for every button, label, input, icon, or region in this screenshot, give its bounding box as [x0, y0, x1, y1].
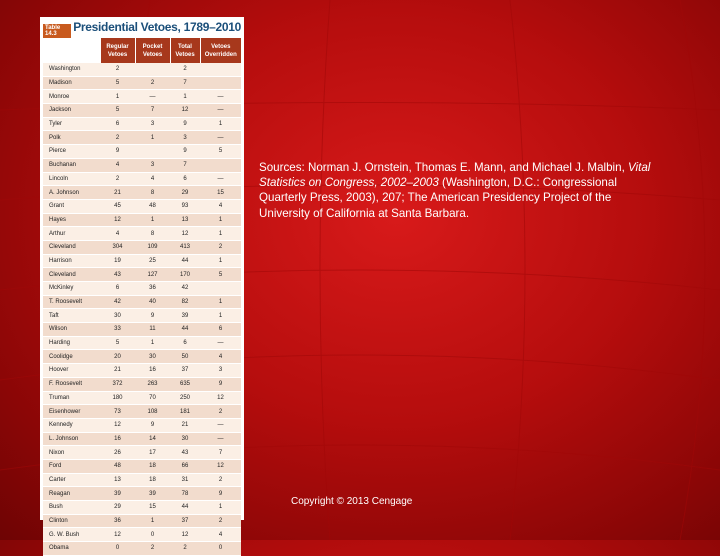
header-total-vetoes: Total Vetoes: [170, 38, 200, 63]
cell-total-vetoes: 1: [170, 90, 200, 104]
table-row: [43, 309, 241, 323]
cell-vetoes-overridden: 2: [200, 473, 241, 487]
cell-president: Cleveland: [43, 240, 100, 254]
cell-president: Polk: [43, 131, 100, 145]
cell-pocket-vetoes: 18: [135, 459, 170, 473]
cell-president: Truman: [43, 391, 100, 405]
cell-vetoes-overridden: 12: [200, 391, 241, 405]
cell-pocket-vetoes: 3: [135, 158, 170, 172]
cell-president: T. Roosevelt: [43, 295, 100, 309]
cell-total-vetoes: 2: [170, 63, 200, 76]
cell-regular-vetoes: 21: [100, 364, 135, 378]
cell-regular-vetoes: 6: [100, 282, 135, 296]
cell-regular-vetoes: 16: [100, 432, 135, 446]
cell-regular-vetoes: 12: [100, 213, 135, 227]
cell-pocket-vetoes: 0: [135, 528, 170, 542]
table-caption: [43, 20, 241, 36]
cell-pocket-vetoes: 2: [135, 76, 170, 90]
cell-president: Harrison: [43, 254, 100, 268]
cell-vetoes-overridden: —: [200, 418, 241, 432]
cell-total-vetoes: 635: [170, 377, 200, 391]
cell-vetoes-overridden: 5: [200, 145, 241, 159]
cell-pocket-vetoes: 1: [135, 336, 170, 350]
cell-regular-vetoes: 2: [100, 172, 135, 186]
cell-regular-vetoes: 21: [100, 186, 135, 200]
cell-regular-vetoes: 4: [100, 158, 135, 172]
sources-note: [259, 160, 659, 221]
cell-pocket-vetoes: [135, 63, 170, 76]
cell-vetoes-overridden: 2: [200, 514, 241, 528]
cell-total-vetoes: 170: [170, 268, 200, 282]
cell-pocket-vetoes: 25: [135, 254, 170, 268]
cell-president: A. Johnson: [43, 186, 100, 200]
cell-vetoes-overridden: [200, 282, 241, 296]
cell-total-vetoes: 31: [170, 473, 200, 487]
cell-vetoes-overridden: 12: [200, 459, 241, 473]
cell-total-vetoes: 2: [170, 542, 200, 556]
cell-president: Coolidge: [43, 350, 100, 364]
cell-total-vetoes: 21: [170, 418, 200, 432]
table-row: [43, 254, 241, 268]
cell-pocket-vetoes: 1: [135, 514, 170, 528]
table-row: [43, 364, 241, 378]
cell-total-vetoes: 6: [170, 336, 200, 350]
cell-pocket-vetoes: 2: [135, 542, 170, 556]
cell-regular-vetoes: 1: [100, 90, 135, 104]
table-row: [43, 432, 241, 446]
cell-vetoes-overridden: 9: [200, 377, 241, 391]
cell-regular-vetoes: 33: [100, 323, 135, 337]
cell-regular-vetoes: 48: [100, 459, 135, 473]
header-vetoes-overridden: Vetoes Overridden: [200, 38, 241, 63]
table-row: [43, 350, 241, 364]
cell-vetoes-overridden: —: [200, 131, 241, 145]
cell-president: Jackson: [43, 104, 100, 118]
cell-vetoes-overridden: 15: [200, 186, 241, 200]
cell-president: Madison: [43, 76, 100, 90]
cell-president: Lincoln: [43, 172, 100, 186]
cell-total-vetoes: 43: [170, 446, 200, 460]
cell-regular-vetoes: 12: [100, 528, 135, 542]
cell-president: Obama: [43, 542, 100, 556]
cell-total-vetoes: 181: [170, 405, 200, 419]
table-row: [43, 240, 241, 254]
cell-regular-vetoes: 5: [100, 336, 135, 350]
cell-regular-vetoes: 180: [100, 391, 135, 405]
cell-total-vetoes: 413: [170, 240, 200, 254]
cell-vetoes-overridden: 5: [200, 268, 241, 282]
cell-pocket-vetoes: 1: [135, 131, 170, 145]
cell-pocket-vetoes: 9: [135, 309, 170, 323]
cell-vetoes-overridden: —: [200, 104, 241, 118]
cell-regular-vetoes: 0: [100, 542, 135, 556]
cell-president: Carter: [43, 473, 100, 487]
table-row: [43, 501, 241, 515]
cell-president: Ford: [43, 459, 100, 473]
header-president: [43, 38, 100, 63]
cell-total-vetoes: 30: [170, 432, 200, 446]
cell-president: F. Roosevelt: [43, 377, 100, 391]
cell-regular-vetoes: 42: [100, 295, 135, 309]
cell-pocket-vetoes: 15: [135, 501, 170, 515]
table-title: Presidential Vetoes, 1789–2010: [73, 20, 241, 34]
table-row: [43, 295, 241, 309]
cell-total-vetoes: 82: [170, 295, 200, 309]
table-row: [43, 90, 241, 104]
cell-total-vetoes: 93: [170, 199, 200, 213]
cell-vetoes-overridden: 1: [200, 309, 241, 323]
cell-president: Bush: [43, 501, 100, 515]
cell-regular-vetoes: 29: [100, 501, 135, 515]
table-row: [43, 391, 241, 405]
cell-total-vetoes: 12: [170, 104, 200, 118]
cell-total-vetoes: 7: [170, 158, 200, 172]
cell-president: Cleveland: [43, 268, 100, 282]
table-row: [43, 405, 241, 419]
table-row: [43, 213, 241, 227]
table-row: [43, 268, 241, 282]
cell-pocket-vetoes: 14: [135, 432, 170, 446]
table-row: [43, 131, 241, 145]
cell-pocket-vetoes: 16: [135, 364, 170, 378]
table-number: Table 14.3: [43, 24, 71, 38]
cell-pocket-vetoes: 36: [135, 282, 170, 296]
cell-total-vetoes: 78: [170, 487, 200, 501]
veto-table-card: [40, 17, 244, 552]
cell-total-vetoes: 6: [170, 172, 200, 186]
cell-pocket-vetoes: 8: [135, 227, 170, 241]
cell-president: L. Johnson: [43, 432, 100, 446]
cell-vetoes-overridden: [200, 63, 241, 76]
cell-regular-vetoes: 5: [100, 76, 135, 90]
header-pocket-vetoes: Pocket Vetoes: [135, 38, 170, 63]
cell-regular-vetoes: 9: [100, 145, 135, 159]
cell-regular-vetoes: 4: [100, 227, 135, 241]
cell-total-vetoes: 37: [170, 514, 200, 528]
cell-regular-vetoes: 45: [100, 199, 135, 213]
cell-vetoes-overridden: 2: [200, 405, 241, 419]
cell-pocket-vetoes: 39: [135, 487, 170, 501]
cell-vetoes-overridden: 9: [200, 487, 241, 501]
cell-total-vetoes: 9: [170, 145, 200, 159]
cell-president: Washington: [43, 63, 100, 76]
cell-pocket-vetoes: 108: [135, 405, 170, 419]
cell-regular-vetoes: 13: [100, 473, 135, 487]
cell-vetoes-overridden: 0: [200, 542, 241, 556]
cell-pocket-vetoes: 18: [135, 473, 170, 487]
cell-vetoes-overridden: —: [200, 90, 241, 104]
cell-president: Harding: [43, 336, 100, 350]
cell-president: Nixon: [43, 446, 100, 460]
cell-vetoes-overridden: 3: [200, 364, 241, 378]
cell-president: Hoover: [43, 364, 100, 378]
cell-regular-vetoes: 12: [100, 418, 135, 432]
table-row: [43, 76, 241, 90]
cell-total-vetoes: 250: [170, 391, 200, 405]
cell-regular-vetoes: 43: [100, 268, 135, 282]
cell-total-vetoes: 9: [170, 117, 200, 131]
cell-president: G. W. Bush: [43, 528, 100, 542]
sources-text-suffix: (Washington, D.C.: Congressional Quarterly Press, 2003), 207; The American Presidency Project of the University of California at Santa Barbara.: [259, 176, 617, 220]
cell-pocket-vetoes: 40: [135, 295, 170, 309]
cell-vetoes-overridden: [200, 158, 241, 172]
cell-vetoes-overridden: 4: [200, 199, 241, 213]
cell-vetoes-overridden: 1: [200, 501, 241, 515]
cell-regular-vetoes: 372: [100, 377, 135, 391]
table-row: [43, 282, 241, 296]
table-row: [43, 514, 241, 528]
cell-president: Arthur: [43, 227, 100, 241]
cell-pocket-vetoes: 70: [135, 391, 170, 405]
cell-regular-vetoes: 2: [100, 63, 135, 76]
cell-regular-vetoes: 2: [100, 131, 135, 145]
cell-total-vetoes: 44: [170, 254, 200, 268]
cell-total-vetoes: 29: [170, 186, 200, 200]
table-row: [43, 323, 241, 337]
cell-total-vetoes: 66: [170, 459, 200, 473]
cell-pocket-vetoes: 1: [135, 213, 170, 227]
table-row: [43, 199, 241, 213]
cell-vetoes-overridden: 1: [200, 295, 241, 309]
cell-vetoes-overridden: 7: [200, 446, 241, 460]
cell-vetoes-overridden: —: [200, 336, 241, 350]
cell-president: Eisenhower: [43, 405, 100, 419]
cell-pocket-vetoes: 9: [135, 418, 170, 432]
header-regular-vetoes: Regular Vetoes: [100, 38, 135, 63]
table-row: [43, 104, 241, 118]
cell-total-vetoes: 44: [170, 323, 200, 337]
cell-total-vetoes: 37: [170, 364, 200, 378]
cell-regular-vetoes: 6: [100, 117, 135, 131]
cell-pocket-vetoes: 127: [135, 268, 170, 282]
table-body: [43, 63, 241, 555]
cell-president: Monroe: [43, 90, 100, 104]
sources-book-title: Vital Statistics on Congress, 2002–2003: [259, 161, 651, 190]
cell-regular-vetoes: 5: [100, 104, 135, 118]
table-row: [43, 172, 241, 186]
cell-total-vetoes: 44: [170, 501, 200, 515]
cell-president: Taft: [43, 309, 100, 323]
table-row: [43, 418, 241, 432]
veto-table: [43, 38, 241, 556]
cell-regular-vetoes: 39: [100, 487, 135, 501]
cell-president: Grant: [43, 199, 100, 213]
cell-vetoes-overridden: [200, 76, 241, 90]
cell-total-vetoes: 7: [170, 76, 200, 90]
cell-regular-vetoes: 26: [100, 446, 135, 460]
cell-pocket-vetoes: 3: [135, 117, 170, 131]
table-header-row: [43, 38, 241, 63]
cell-total-vetoes: 3: [170, 131, 200, 145]
cell-vetoes-overridden: 1: [200, 227, 241, 241]
cell-pocket-vetoes: 17: [135, 446, 170, 460]
cell-vetoes-overridden: —: [200, 432, 241, 446]
cell-total-vetoes: 42: [170, 282, 200, 296]
cell-regular-vetoes: 73: [100, 405, 135, 419]
table-row: [43, 117, 241, 131]
sources-text-prefix: Sources: Norman J. Ornstein, Thomas E. Mann, and Michael J. Malbin,: [259, 161, 629, 174]
cell-total-vetoes: 39: [170, 309, 200, 323]
cell-president: Hayes: [43, 213, 100, 227]
cell-pocket-vetoes: 263: [135, 377, 170, 391]
table-row: [43, 446, 241, 460]
cell-pocket-vetoes: 109: [135, 240, 170, 254]
cell-total-vetoes: 50: [170, 350, 200, 364]
cell-total-vetoes: 12: [170, 528, 200, 542]
cell-president: Reagan: [43, 487, 100, 501]
cell-vetoes-overridden: 4: [200, 350, 241, 364]
cell-pocket-vetoes: 48: [135, 199, 170, 213]
table-row: [43, 145, 241, 159]
copyright-notice: Copyright © 2013 Cengage: [291, 496, 413, 507]
cell-pocket-vetoes: 30: [135, 350, 170, 364]
cell-vetoes-overridden: 1: [200, 213, 241, 227]
cell-vetoes-overridden: 2: [200, 240, 241, 254]
cell-pocket-vetoes: 8: [135, 186, 170, 200]
cell-president: Tyler: [43, 117, 100, 131]
cell-regular-vetoes: 304: [100, 240, 135, 254]
cell-vetoes-overridden: 1: [200, 117, 241, 131]
cell-pocket-vetoes: 11: [135, 323, 170, 337]
cell-regular-vetoes: 19: [100, 254, 135, 268]
cell-pocket-vetoes: [135, 145, 170, 159]
cell-vetoes-overridden: 6: [200, 323, 241, 337]
table-row: [43, 377, 241, 391]
cell-regular-vetoes: 36: [100, 514, 135, 528]
table-row: [43, 158, 241, 172]
cell-regular-vetoes: 30: [100, 309, 135, 323]
table-row: [43, 336, 241, 350]
table-row: [43, 186, 241, 200]
cell-president: Clinton: [43, 514, 100, 528]
cell-total-vetoes: 13: [170, 213, 200, 227]
cell-president: Pierce: [43, 145, 100, 159]
cell-regular-vetoes: 20: [100, 350, 135, 364]
table-row: [43, 542, 241, 556]
table-row: [43, 459, 241, 473]
cell-president: Buchanan: [43, 158, 100, 172]
cell-president: McKinley: [43, 282, 100, 296]
table-row: [43, 63, 241, 76]
table-row: [43, 473, 241, 487]
cell-president: Wilson: [43, 323, 100, 337]
cell-pocket-vetoes: —: [135, 90, 170, 104]
cell-president: Kennedy: [43, 418, 100, 432]
table-row: [43, 227, 241, 241]
cell-pocket-vetoes: 4: [135, 172, 170, 186]
cell-vetoes-overridden: —: [200, 172, 241, 186]
table-row: [43, 487, 241, 501]
cell-vetoes-overridden: 4: [200, 528, 241, 542]
cell-pocket-vetoes: 7: [135, 104, 170, 118]
cell-total-vetoes: 12: [170, 227, 200, 241]
cell-vetoes-overridden: 1: [200, 254, 241, 268]
